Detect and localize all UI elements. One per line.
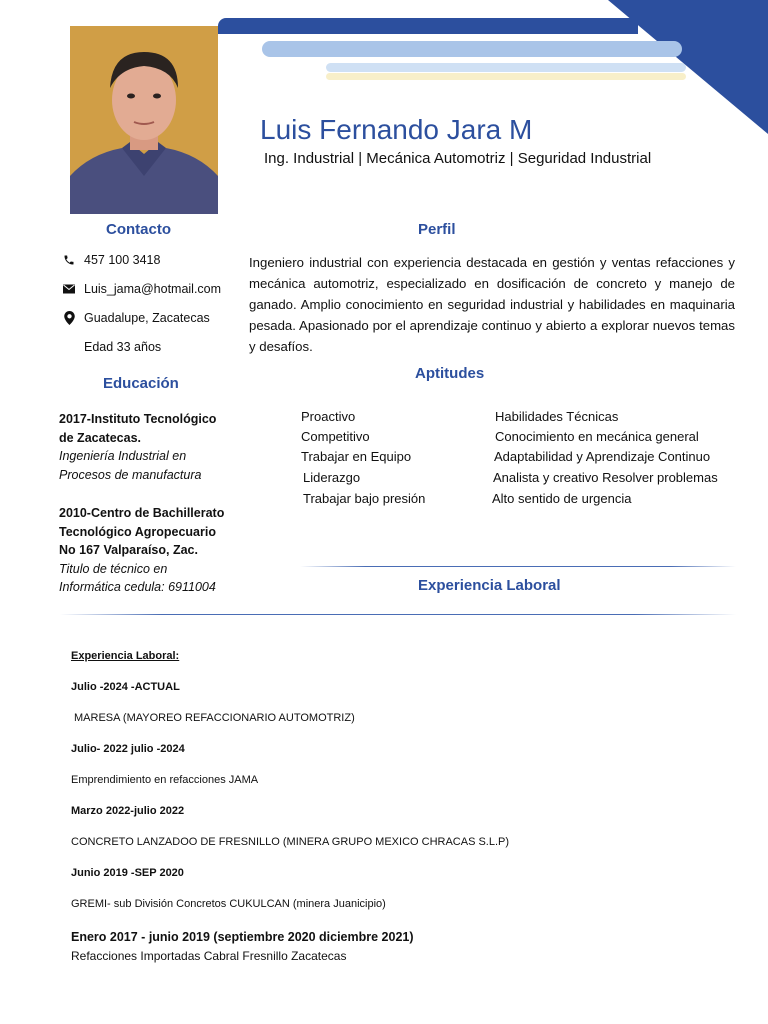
degree: Informática cedula: 6911004 (59, 580, 216, 594)
skill-item: Trabajar bajo presión (303, 491, 426, 506)
education-title: Educación (103, 375, 179, 392)
experience-date: Marzo 2022-julio 2022 (71, 805, 185, 817)
skill-item: Habilidades Técnicas (495, 409, 619, 424)
skill-item: Competitivo (301, 429, 370, 444)
profile-text: Ingeniero industrial con experiencia destacada en gestión y ventas refacciones y mecánica automotriz, especializado en dosificación de concreto y manejo de ganado. Amplio conocimiento en seguridad industrial y habilidades en maquinaria pesada. Apasionado por el aprendizaje continuo y abierto a explorar nuevos temas y desafíos. (249, 255, 735, 354)
experience-company: GREMI- sub División Concretos CUKULCAN (minera Juanicipio) (71, 898, 386, 910)
school-name: de Zacatecas. (59, 430, 141, 445)
skill-item: Analista y creativo Resolver problemas (493, 470, 718, 485)
contact-email (62, 279, 221, 299)
contact-title: Contacto (106, 221, 171, 238)
school-name: No 167 Valparaíso, Zac. (59, 543, 198, 557)
skill-item: Proactivo (301, 409, 356, 424)
email-address: Luis_jama@hotmail.com (84, 282, 222, 296)
phone-icon (62, 253, 76, 267)
divider (60, 614, 736, 615)
experience-date: Julio- 2022 julio -2024 (71, 743, 185, 755)
experience-company: CONCRETO LANZADOO DE FRESNILLO (MINERA GRUPO MEXICO CHRACAS S.L.P) (71, 836, 510, 848)
location-text: Guadalupe, Zacatecas (84, 311, 210, 325)
education-entry (59, 504, 239, 597)
skill-item: Adaptabilidad y Aprendizaje Continuo (494, 449, 711, 464)
profile-photo (70, 26, 218, 214)
experience-company: Emprendimiento en refacciones JAMA (71, 774, 259, 786)
mail-icon (62, 282, 76, 296)
skill-item: Trabajar en Equipo (301, 449, 412, 464)
experience-date: Junio 2019 -SEP 2020 (71, 867, 184, 879)
skill-item: Conocimiento en mecánica general (495, 429, 699, 444)
contact-location (62, 308, 210, 328)
education-entry (59, 410, 239, 484)
degree: Procesos de manufactura (59, 467, 202, 482)
header-bar-dark (218, 18, 638, 34)
degree: Titulo de técnico en (59, 561, 168, 576)
experience-company: Refacciones Importadas Cabral Fresnillo Zacatecas (71, 949, 347, 963)
phone-number: 457 100 3418 (84, 253, 161, 267)
experience-company: MARESA (MAYOREO REFACCIONARIO AUTOMOTRIZ) (74, 712, 355, 724)
skill-item: Alto sentido de urgencia (492, 491, 632, 506)
school-name: 2017-Instituto Tecnológico (59, 412, 217, 426)
contact-phone (62, 250, 160, 270)
header-bar-cream (326, 73, 686, 80)
header-bar-pale (326, 63, 686, 72)
experience-heading: Experiencia Laboral: (71, 650, 180, 662)
skill-item: Liderazgo (303, 470, 361, 485)
divider (300, 566, 736, 567)
skills-title: Aptitudes (415, 365, 485, 382)
degree: Ingeniería Industrial en (59, 449, 187, 463)
profile-title: Perfil (418, 221, 456, 238)
job-titles: Ing. Industrial | Mecánica Automotriz | Seguridad Industrial (264, 150, 652, 167)
location-pin-icon (62, 311, 76, 325)
experience-title: Experiencia Laboral (418, 577, 561, 594)
experience-date: Julio -2024 -ACTUAL (71, 681, 180, 693)
school-name: 2010-Centro de Bachillerato (59, 506, 225, 520)
full-name: Luis Fernando Jara M (260, 114, 533, 145)
experience-date: Enero 2017 - junio 2019 (septiembre 2020 diciembre 2021) (71, 930, 414, 944)
school-name: Tecnológico Agropecuario (59, 524, 216, 539)
header-bar-light (262, 41, 682, 57)
contact-age: Edad 33 años (84, 340, 162, 354)
